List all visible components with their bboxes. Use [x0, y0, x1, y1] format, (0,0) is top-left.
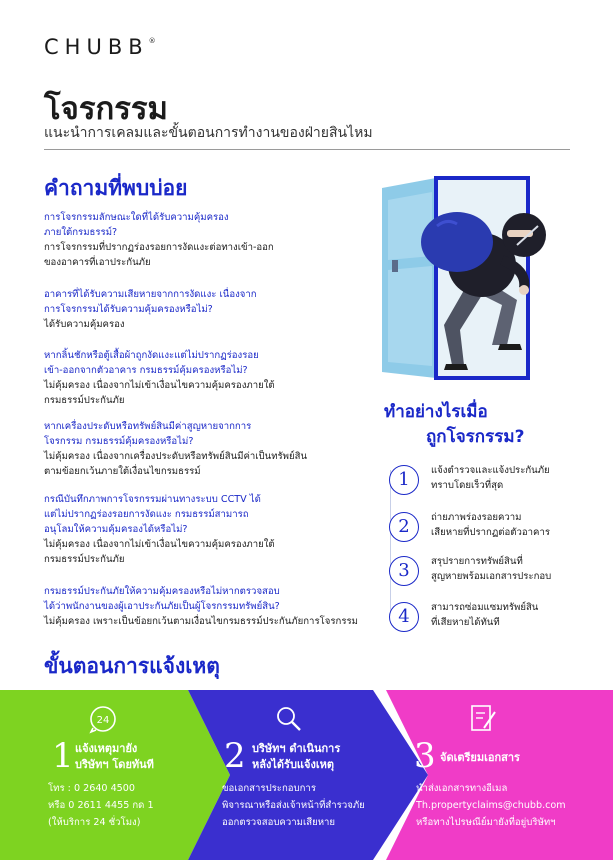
document-edit-icon	[468, 702, 498, 734]
step-text-line: ถ่ายภาพร่องรอยความ	[431, 512, 522, 523]
step-number: 3	[389, 556, 419, 586]
faq-question-line: กรมธรรม์ประกันภัยให้ความคุ้มครองหรือไม่หากตรวจสอบ	[44, 586, 280, 597]
process-step-title	[440, 750, 520, 766]
faq-question-line: แต่ไม่ปรากฏร่องรอยการงัดแงะ กรมธรรม์สามารถ	[44, 509, 249, 520]
process-step-number: 2	[224, 736, 246, 776]
process-heading: ขั้นตอนการแจ้งเหตุ	[44, 654, 220, 678]
logo-text: CHUBB	[44, 35, 149, 59]
process-step-number: 3	[414, 736, 436, 776]
faq-question-line: ภายใต้กรมธรรม์?	[44, 227, 118, 238]
faq-question-line: การโจรกรรมได้รับความคุ้มครองหรือไม่?	[44, 304, 213, 315]
faq-answer	[44, 240, 374, 270]
howto-heading-line: ถูกโจรกรรม?	[426, 427, 525, 447]
faq-question-line: โจรกรรม กรมธรรม์คุ้มครองหรือไม่?	[44, 436, 194, 447]
process-step-title-line: บริษัทฯ ดำเนินการ	[252, 742, 341, 755]
page-title: โจรกรรม	[44, 91, 168, 127]
faq-question-line: เข้า-ออกจากตัวอาคาร กรมธรรม์คุ้มครองหรือไม่?	[44, 365, 248, 376]
step-text	[431, 600, 601, 630]
faq-question	[44, 419, 374, 449]
header-divider	[44, 149, 570, 150]
howto-step	[385, 463, 595, 503]
howto-step	[385, 554, 595, 594]
howto-step	[385, 600, 595, 640]
step-text-line: สามารถซ่อมแซมทรัพย์สิน	[431, 602, 539, 613]
24h-label: 24	[96, 715, 110, 726]
faq-question-line: หากลิ้นชักหรือตู้เสื้อผ้าถูกงัดแงะแต่ไม่ปรากฏร่องรอย	[44, 350, 259, 361]
faq-question	[44, 210, 374, 240]
faq-item	[44, 348, 374, 408]
faq-question	[44, 348, 374, 378]
faq-answer	[44, 449, 374, 479]
faq-answer-line: กรมธรรม์ประกันภัย	[44, 395, 125, 406]
phone-number: หรือ 0 2611 4455 กด 1	[48, 800, 154, 811]
faq-question-line: กรณีบันทึกภาพการโจรกรรมผ่านทางระบบ CCTV ได้	[44, 494, 261, 505]
faq-heading: คำถามที่พบบ่อย	[44, 176, 188, 200]
process-detail-line: ขอเอกสารประกอบการ	[222, 783, 316, 794]
process-detail-line: นำส่งเอกสารทางอีเมล	[416, 783, 508, 794]
process-step-title	[75, 741, 154, 773]
page-subtitle: แนะนำการเคลมและขั้นตอนการทำงานของฝ่ายสินไหม	[44, 125, 373, 141]
step-text	[431, 510, 601, 540]
faq-question-line: หากเครื่องประดับหรือทรัพย์สินมีค่าสูญหายจากการ	[44, 421, 252, 432]
process-step-title-line: หลังได้รับแจ้งเหตุ	[252, 758, 334, 771]
process-detail-line: หรือทางไปรษณีย์มายังที่อยู่บริษัทฯ	[416, 817, 556, 828]
faq-answer	[44, 378, 374, 408]
faq-answer	[44, 614, 389, 629]
faq-answer-line: ไม่คุ้มครอง เนื่องจากไม่เข้าเงื่อนไขความคุ้มครองภายใต้	[44, 380, 275, 391]
process-step-details	[416, 780, 566, 831]
faq-question-line: อนุโลมให้ความคุ้มครองได้หรือไม่?	[44, 524, 188, 535]
registered-mark: ®	[148, 37, 156, 45]
faq-question	[44, 287, 374, 317]
step-text-line: แจ้งตำรวจและแจ้งประกันภัย	[431, 465, 550, 476]
burglar-illustration	[352, 160, 582, 385]
faq-answer	[44, 537, 374, 567]
magnifier-icon	[274, 704, 304, 734]
step-text	[431, 554, 601, 584]
process-step-details	[48, 780, 154, 831]
process-detail-line: ออกตรวจสอบความเสียหาย	[222, 817, 336, 828]
howto-heading-line: ทำอย่างไรเมื่อ	[384, 402, 488, 422]
loot-sack	[421, 212, 493, 272]
process-step-title-line: จัดเตรียมเอกสาร	[440, 751, 520, 764]
step-number: 4	[389, 602, 419, 632]
process-detail-line: พิจารณาหรือส่งเจ้าหน้าที่สำรวจภัย	[222, 800, 365, 811]
faq-item	[44, 584, 389, 629]
step-text-line: ทราบโดยเร็วที่สุด	[431, 480, 504, 491]
faq-answer-line: กรมธรรม์ประกันภัย	[44, 554, 125, 565]
step-number: 1	[389, 465, 419, 495]
service-hours: (ให้บริการ 24 ชั่วโมง)	[48, 817, 141, 828]
step-text-line: สรุปรายการทรัพย์สินที่	[431, 556, 523, 567]
step-number: 2	[389, 512, 419, 542]
faq-answer-line: การโจรกรรมที่ปรากฏร่องรอยการงัดแงะต่อทางเข้า-ออก	[44, 242, 274, 253]
chubb-logo	[44, 35, 156, 59]
faq-answer-line: ตามข้อยกเว้นภายใต้เงื่อนไขกรมธรรม์	[44, 466, 201, 477]
process-step-title-line: บริษัทฯ โดยทันที	[75, 758, 154, 771]
faq-question-line: อาคารที่ได้รับความเสียหายจากการงัดแงะ เนื่องจาก	[44, 289, 257, 300]
step-text-line: ที่เสียหายได้ทันที	[431, 617, 500, 628]
faq-answer-line: ของอาคารที่เอาประกันภัย	[44, 257, 151, 268]
process-step-title	[252, 741, 340, 773]
howto-step	[385, 510, 595, 550]
faq-answer-line: ไม่คุ้มครอง เนื่องจากไม่เข้าเงื่อนไขความคุ้มครองภายใต้	[44, 539, 275, 550]
faq-question	[44, 492, 374, 537]
faq-item	[44, 492, 374, 567]
faq-question-line: ได้ว่าพนักงานของผู้เอาประกันภัยเป็นผู้โจรกรรมทรัพย์สิน?	[44, 601, 280, 612]
claims-email-link[interactable]: Th.propertyclaims@chubb.com	[416, 800, 566, 811]
faq-answer	[44, 317, 374, 332]
process-step-title-line: แจ้งเหตุมายัง	[75, 742, 138, 755]
phone-number: โทร : 0 2640 4500	[48, 783, 135, 794]
faq-item	[44, 287, 374, 332]
faq-answer-line: ไม่คุ้มครอง เนื่องจากเครื่องประดับหรือทรัพย์สินมีค่าเป็นทรัพย์สิน	[44, 451, 308, 462]
howto-heading	[384, 400, 594, 450]
faq-question	[44, 584, 389, 614]
faq-item	[44, 210, 374, 270]
step-text-line: สูญหายพร้อมเอกสารประกอบ	[431, 571, 552, 582]
step-text-line: เสียหายที่ปรากฏต่อตัวอาคาร	[431, 527, 551, 538]
faq-question-line: การโจรกรรมลักษณะใดที่ได้รับความคุ้มครอง	[44, 212, 229, 223]
24h-phone-icon	[88, 704, 118, 734]
faq-answer-line: ไม่คุ้มครอง เพราะเป็นข้อยกเว้นตามเงื่อนไขกรมธรรม์ประกันภัยการโจรกรรม	[44, 616, 358, 627]
process-step-number: 1	[52, 736, 74, 776]
faq-answer-line: ได้รับความคุ้มครอง	[44, 319, 125, 330]
door-handle	[392, 260, 398, 272]
faq-item	[44, 419, 374, 479]
step-text	[431, 463, 601, 493]
process-step-details	[222, 780, 365, 831]
